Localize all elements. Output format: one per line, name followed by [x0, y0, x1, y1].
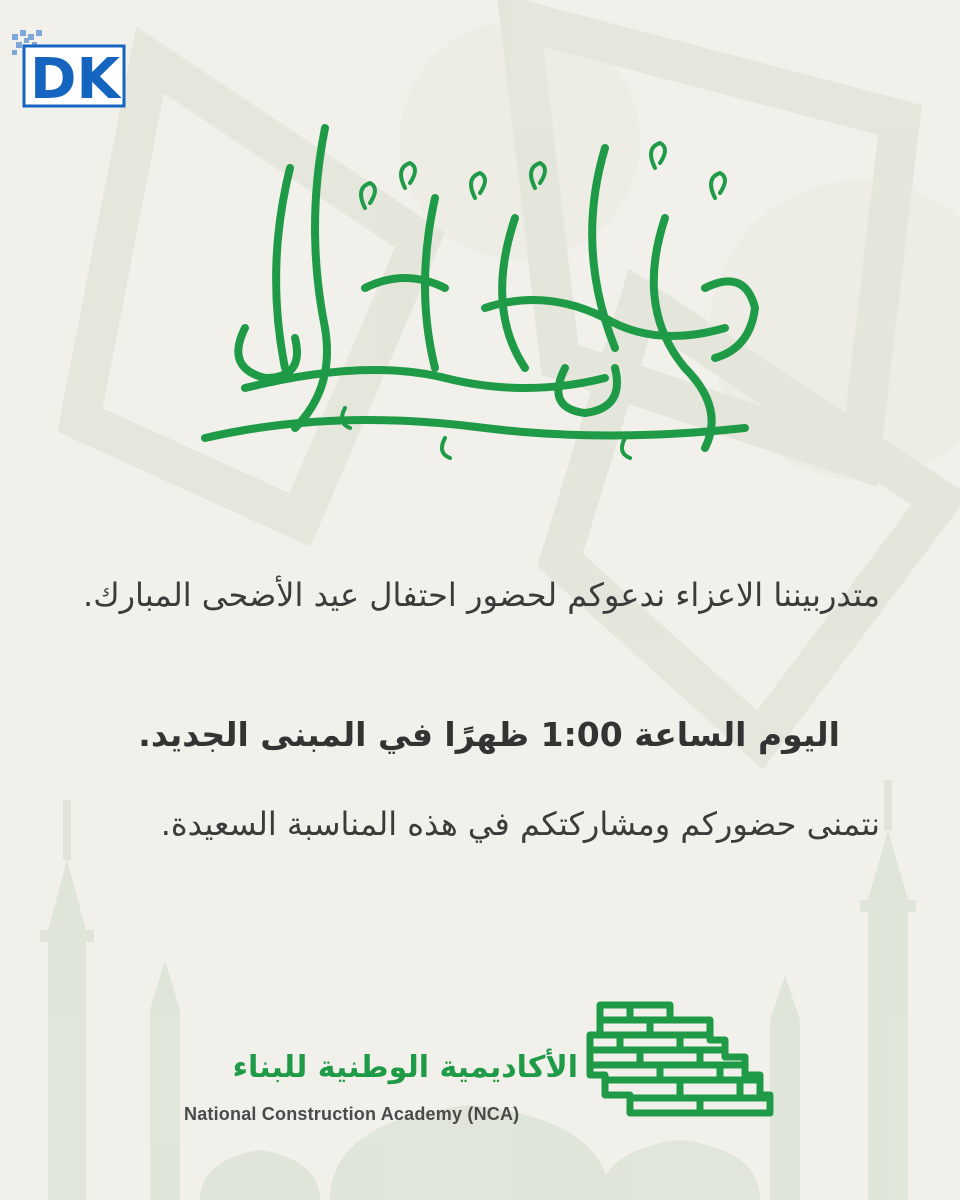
- invitation-line-3: نتمنى حضوركم ومشاركتكم في هذه المناسبة السعيدة.: [160, 805, 880, 843]
- academy-name-arabic: الأكاديمية الوطنية للبناء: [232, 1050, 578, 1085]
- academy-name-english: National Construction Academy (NCA): [184, 1104, 520, 1124]
- dk-logo-icon: [10, 28, 130, 110]
- eid-greeting-text: عيد أضحى مبارك: [476, 468, 484, 469]
- invitation-line-1: متدربيننا الاعزاء ندعوكم لحضور احتفال عيد الأضحى المبارك.: [83, 576, 880, 614]
- eid-adha-calligraphy-icon: [185, 108, 775, 478]
- dk-logo-text: DK: [30, 47, 120, 110]
- invitation-line-2: اليوم الساعة 1:00 ظهرًا في المبنى الجديد.: [138, 715, 840, 754]
